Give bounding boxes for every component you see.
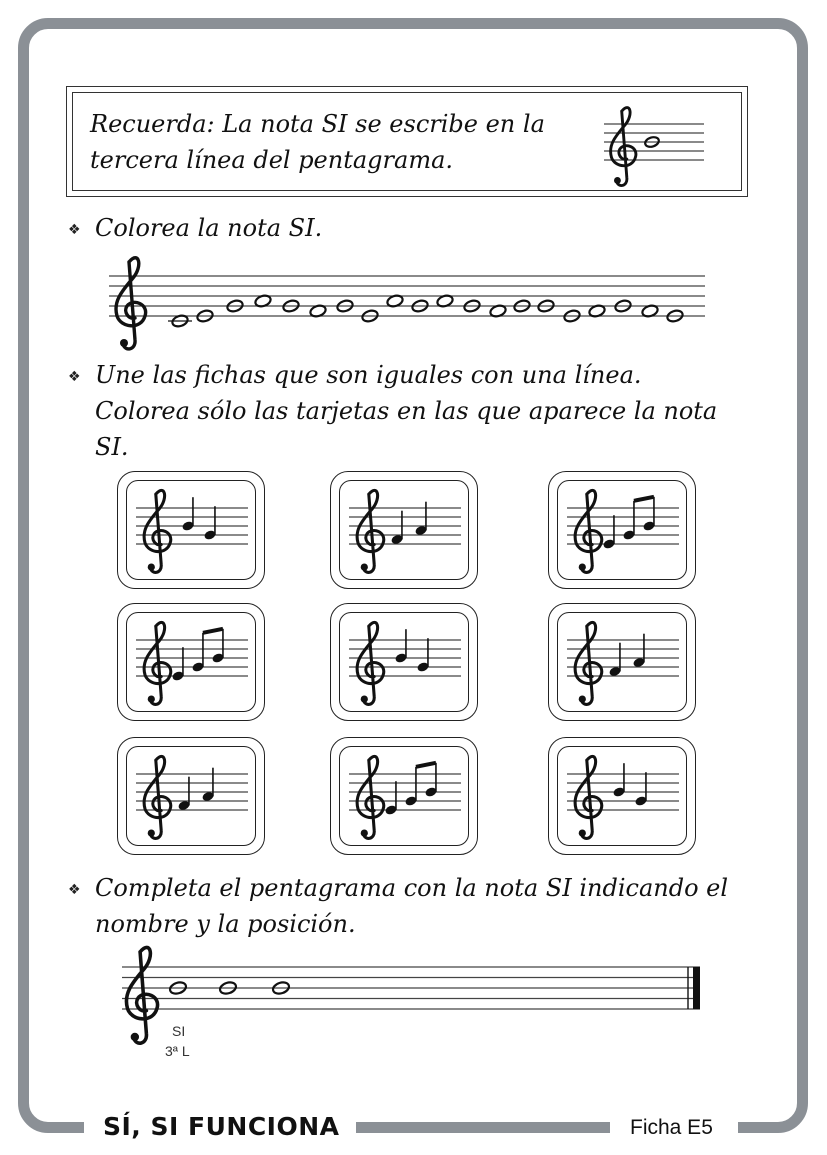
quarter-note — [177, 777, 190, 812]
recuerda-text — [90, 106, 545, 178]
treble-clef-icon — [144, 622, 171, 704]
card-staff — [563, 618, 683, 708]
si-example-staff — [600, 106, 710, 180]
bullet-diamond-icon: ❖ — [68, 882, 81, 898]
music-card[interactable] — [117, 603, 265, 721]
quarter-note — [390, 511, 403, 546]
music-card[interactable] — [117, 471, 265, 589]
treble-clef-icon — [611, 108, 636, 186]
bullet-diamond-icon: ❖ — [68, 369, 81, 385]
card-staff — [563, 486, 683, 576]
exercise2-line-1: Une las fichas que son iguales con una línea. — [95, 361, 642, 389]
music-card[interactable] — [548, 737, 696, 855]
exercise3-line-2: nombre y la posición. — [95, 910, 356, 938]
note-position-label: 3ª L — [165, 1043, 190, 1059]
treble-clef-icon — [357, 622, 384, 704]
treble-clef-icon — [144, 756, 171, 838]
treble-clef-icon — [144, 490, 171, 572]
card-staff — [345, 618, 465, 708]
exercise1-instruction: Colorea la nota SI. — [95, 214, 323, 242]
music-card[interactable] — [548, 603, 696, 721]
exercise3-line-1: Completa el pentagrama con la nota SI indicando el — [95, 874, 729, 902]
eighth-note-pair — [622, 497, 655, 541]
exercise2-line-2: Colorea sólo las tarjetas en las que aparece la nota — [95, 397, 718, 425]
treble-clef-icon — [357, 490, 384, 572]
footer-title: SÍ, SI FUNCIONA — [103, 1112, 340, 1141]
treble-clef-icon — [357, 756, 384, 838]
eighth-note-pair — [191, 629, 224, 673]
recuerda-line-2: tercera línea del pentagrama. — [90, 146, 454, 174]
quarter-note — [608, 643, 621, 678]
quarter-note — [171, 647, 184, 682]
music-card[interactable] — [330, 603, 478, 721]
quarter-note — [634, 772, 647, 807]
quarter-note — [394, 629, 407, 664]
exercise2-line-3: SI. — [95, 433, 129, 461]
treble-clef-icon — [575, 622, 602, 704]
card-staff — [345, 752, 465, 842]
music-card[interactable] — [330, 471, 478, 589]
card-staff — [345, 486, 465, 576]
card-staff — [132, 486, 252, 576]
quarter-note — [414, 502, 427, 537]
treble-clef-icon — [575, 756, 602, 838]
music-card[interactable] — [330, 737, 478, 855]
quarter-note — [632, 634, 645, 669]
exercise1-staff[interactable] — [105, 256, 710, 346]
bullet-diamond-icon: ❖ — [68, 222, 81, 238]
note-name-label: SI — [172, 1023, 186, 1039]
treble-clef-icon — [575, 490, 602, 572]
treble-clef-icon — [126, 947, 157, 1043]
quarter-note — [416, 638, 429, 673]
exercise3-staff[interactable] — [118, 945, 708, 1035]
quarter-note — [201, 768, 214, 803]
eighth-note-pair — [404, 763, 437, 807]
card-staff — [132, 752, 252, 842]
music-card[interactable] — [548, 471, 696, 589]
recuerda-line-1: Recuerda: La nota SI se escribe en la — [90, 110, 545, 138]
card-staff — [132, 618, 252, 708]
treble-clef-icon — [116, 258, 146, 349]
card-staff — [563, 752, 683, 842]
quarter-note — [384, 781, 397, 816]
footer-code: Ficha E5 — [630, 1116, 713, 1139]
quarter-note — [602, 515, 615, 550]
music-card[interactable] — [117, 737, 265, 855]
quarter-note — [181, 497, 194, 532]
quarter-note — [612, 763, 625, 798]
quarter-note — [203, 506, 216, 541]
